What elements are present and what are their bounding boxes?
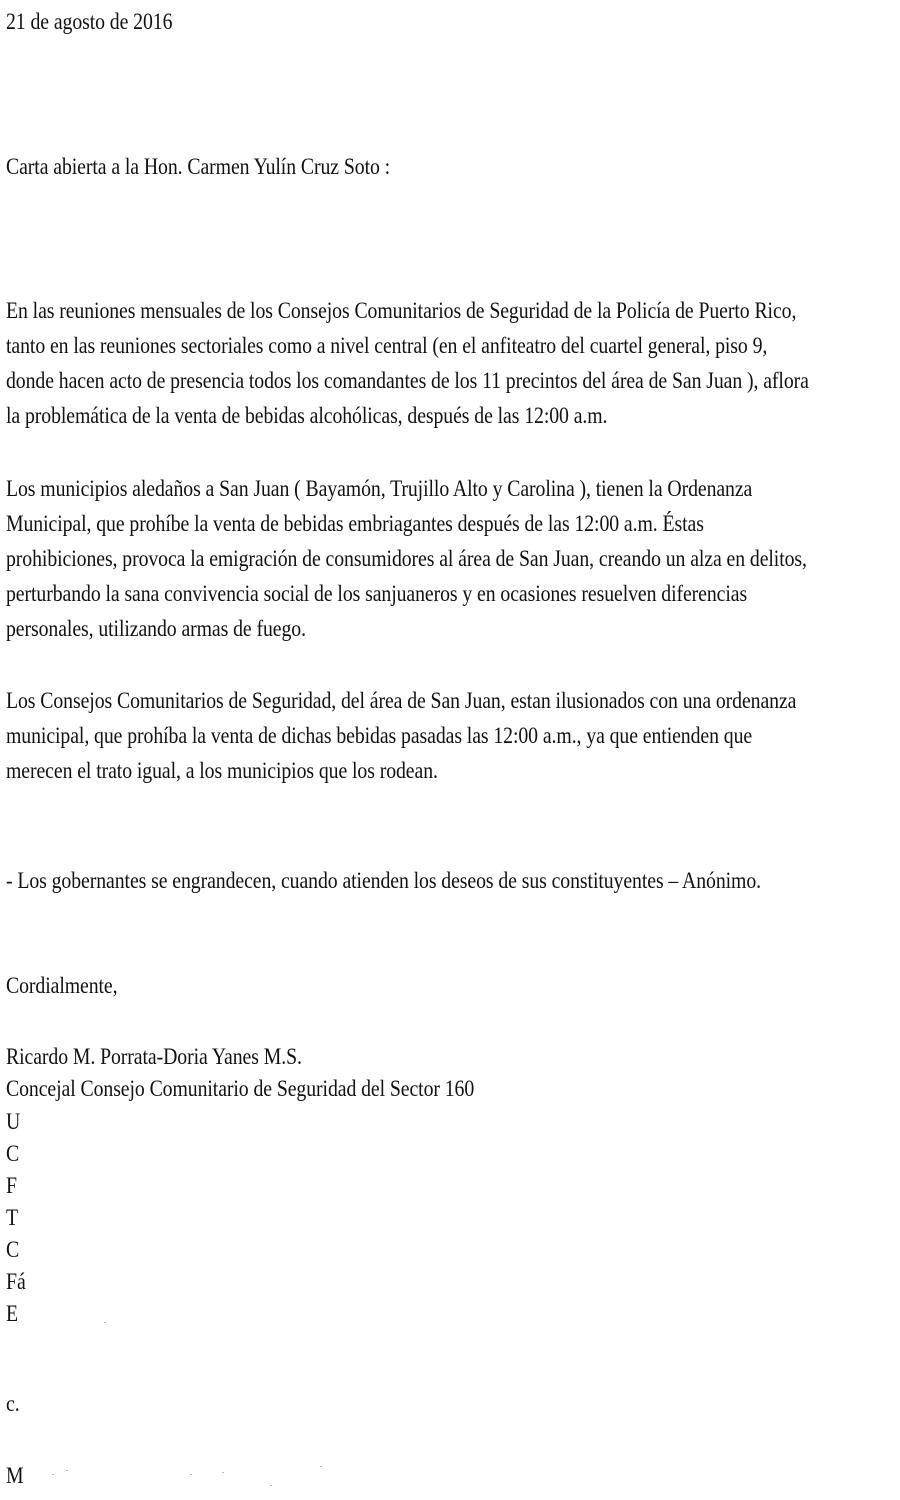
redacted-cc: c. (6, 1391, 20, 1416)
paragraph-3 (6, 683, 796, 788)
redacted-line: C (6, 1141, 20, 1166)
redacted-line: E (6, 1301, 19, 1326)
closing-quote: - Los gobernantes se engrandecen, cuando atienden los deseos de sus constituyentes – Anónimo. (6, 868, 761, 893)
paragraph-3-line: merecen el trato igual, a los municipios que los rodean. (6, 758, 438, 783)
paragraph-1-line: la problemática de la venta de bebidas alcohólicas, después de las 12:00 a.m. (6, 403, 608, 428)
scan-speck (190, 1474, 192, 1475)
paragraph-2-line: personales, utilizando armas de fuego. (6, 616, 306, 641)
letter-date: 21 de agosto de 2016 (6, 9, 173, 34)
signer-name: Ricardo M. Porrata-Doria Yanes M.S. (6, 1044, 302, 1069)
redacted-line: U (6, 1109, 21, 1134)
paragraph-1-line: tanto en las reuniones sectoriales como a nivel central (en el anfiteatro del cuartel general, piso 9, (6, 333, 768, 358)
redacted-last-line: M (6, 1463, 24, 1488)
letter-salutation: Carta abierta a la Hon. Carmen Yulín Cruz Soto : (6, 154, 391, 179)
paragraph-2 (6, 471, 807, 646)
scan-speck (104, 1322, 106, 1323)
redacted-line: F (6, 1173, 18, 1198)
redacted-line: Fá (6, 1269, 26, 1294)
redacted-contact-block (6, 1106, 26, 1330)
scan-speck (270, 1485, 272, 1486)
closing-greeting: Cordialmente, (6, 973, 118, 998)
scan-speck (222, 1472, 224, 1473)
paragraph-2-line: Municipal, que prohíbe la venta de bebidas embriagantes después de las 12:00 a.m. Éstas (6, 511, 704, 536)
paragraph-1-line: En las reuniones mensuales de los Consejos Comunitarios de Seguridad de la Policía de Puerto Rico, (6, 298, 797, 323)
scan-speck (320, 1466, 322, 1467)
paragraph-2-line: perturbando la sana convivencia social de los sanjuaneros y en ocasiones resuelven diferencias (6, 581, 748, 606)
paragraph-1 (6, 293, 809, 433)
paragraph-1-line: donde hacen acto de presencia todos los comandantes de los 11 precintos del área de San Juan ), aflora (6, 368, 809, 393)
signer-title: Concejal Consejo Comunitario de Seguridad del Sector 160 (6, 1076, 475, 1101)
scan-speck (66, 1470, 68, 1471)
paragraph-3-line: Los Consejos Comunitarios de Seguridad, del área de San Juan, estan ilusionados con una ordenanza (6, 688, 797, 713)
scan-speck (52, 1474, 54, 1475)
paragraph-2-line: Los municipios aledaños a San Juan ( Bayamón, Trujillo Alto y Carolina ), tienen la Ordenanza (6, 476, 753, 501)
redacted-line: T (6, 1205, 19, 1230)
paragraph-2-line: prohibiciones, provoca la emigración de consumidores al área de San Juan, creando un alza en delitos, (6, 546, 807, 571)
redacted-line: C (6, 1237, 20, 1262)
paragraph-3-line: municipal, que prohíba la venta de dichas bebidas pasadas las 12:00 a.m., ya que entienden que (6, 723, 753, 748)
